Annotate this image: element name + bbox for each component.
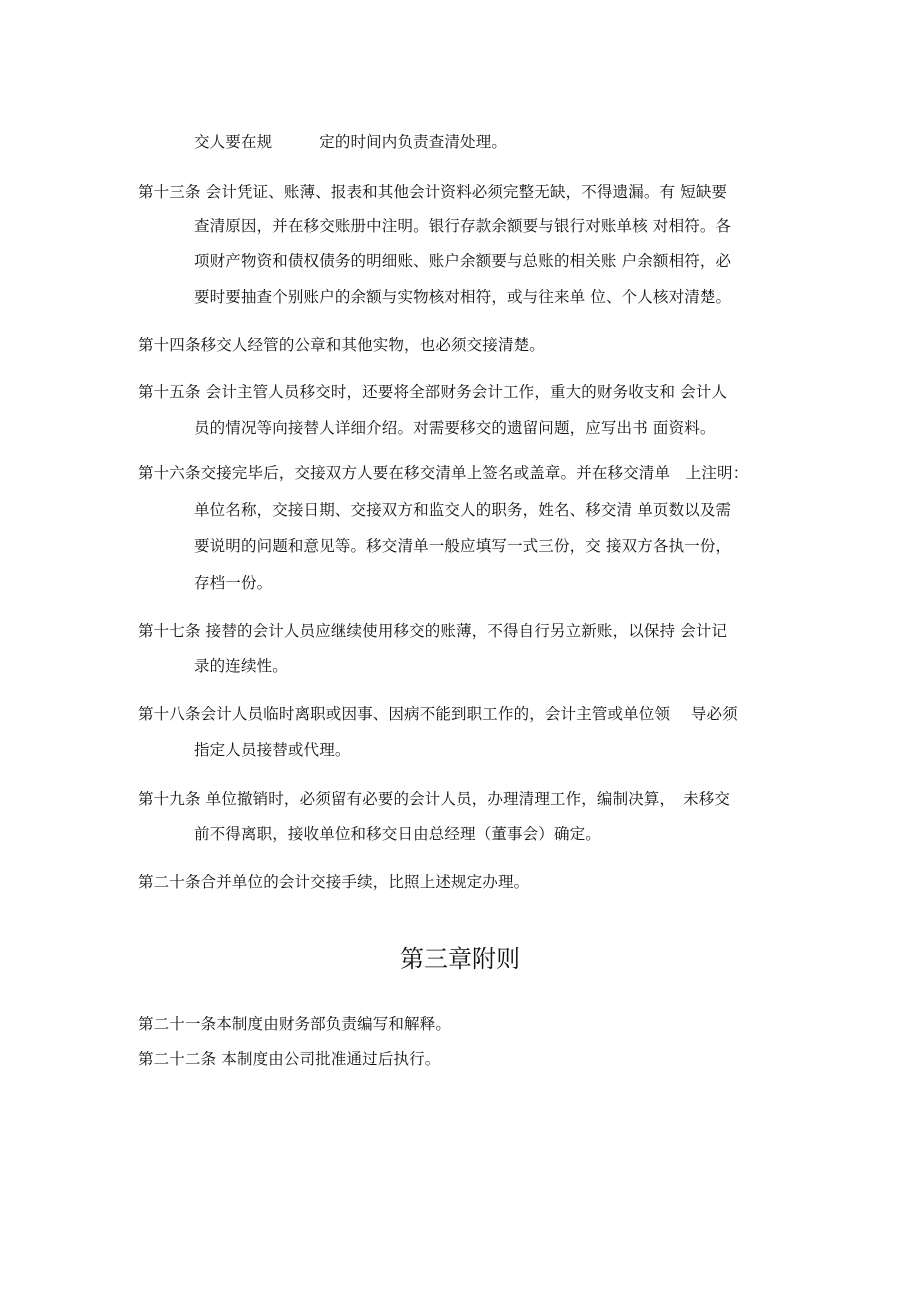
- article-line: 第十八条会计人员临时离职或因事、因病不能到职工作的，会计主管或单位领 导必须: [138, 705, 738, 723]
- article-line: 单位名称，交接日期、交接双方和监交人的职务，姓名、移交清 单页数以及需: [194, 501, 732, 519]
- article-line: 第二十条合并单位的会计交接手续，比照上述规定办理。: [138, 873, 530, 891]
- article-line: 第十四条移交人经管的公章和其他实物，也必须交接清楚。: [138, 336, 545, 354]
- chapter-heading: 第三章附则: [400, 945, 520, 973]
- article-line: 第十三条 会计凭证、账薄、报表和其他会计资料必须完整无缺，不得遗漏。有 短缺要: [138, 183, 728, 201]
- article-line: 查清原因，并在移交账册中注明。银行存款余额要与银行对账单核 对相符。各: [194, 217, 732, 235]
- article-line: 第二十一条本制度由财务部负责编写和解释。: [138, 1015, 452, 1033]
- article-line: 存档一份。: [194, 574, 273, 592]
- article-line: 第十七条 接替的会计人员应继续使用移交的账薄，不得自行另立新账，以保持 会计记: [138, 622, 728, 640]
- article-line: 录的连续性。: [194, 657, 288, 675]
- article-line: 第十九条 单位撤销时，必须留有必要的会计人员，办理清理工作，编制决算， 未移交: [138, 790, 731, 808]
- article-line: 项财产物资和债权债务的明细账、账户余额要与总账的相关账 户余额相符，必: [194, 252, 732, 270]
- article-line: 要时要抽查个别账户的余额与实物核对相符，或与往来单 位、个人核对清楚。: [194, 288, 732, 306]
- article-line: 第十六条交接完毕后，交接双方人要在移交清单上签名或盖章。并在移交清单 上注明：: [138, 464, 749, 482]
- article-line: 要说明的问题和意见等。移交清单一般应填写一式三份，交 接双方各执一份，: [194, 537, 732, 555]
- article-line: 第二十二条 本制度由公司批准通过后执行。: [138, 1050, 441, 1068]
- article-line: 员的情况等向接替人详细介绍。对需要移交的遗留问题，应写出书 面资料。: [194, 419, 716, 437]
- article-line: 第十五条 会计主管人员移交时，还要将全部财务会计工作，重大的财务收支和 会计人: [138, 383, 728, 401]
- article-line: 指定人员接替或代理。: [194, 741, 351, 759]
- continuation-line: 交人要在规 定的时间内负责查清处理。: [194, 133, 508, 151]
- article-line: 前不得离职，接收单位和移交日由总经理（董事会）确定。: [194, 825, 601, 843]
